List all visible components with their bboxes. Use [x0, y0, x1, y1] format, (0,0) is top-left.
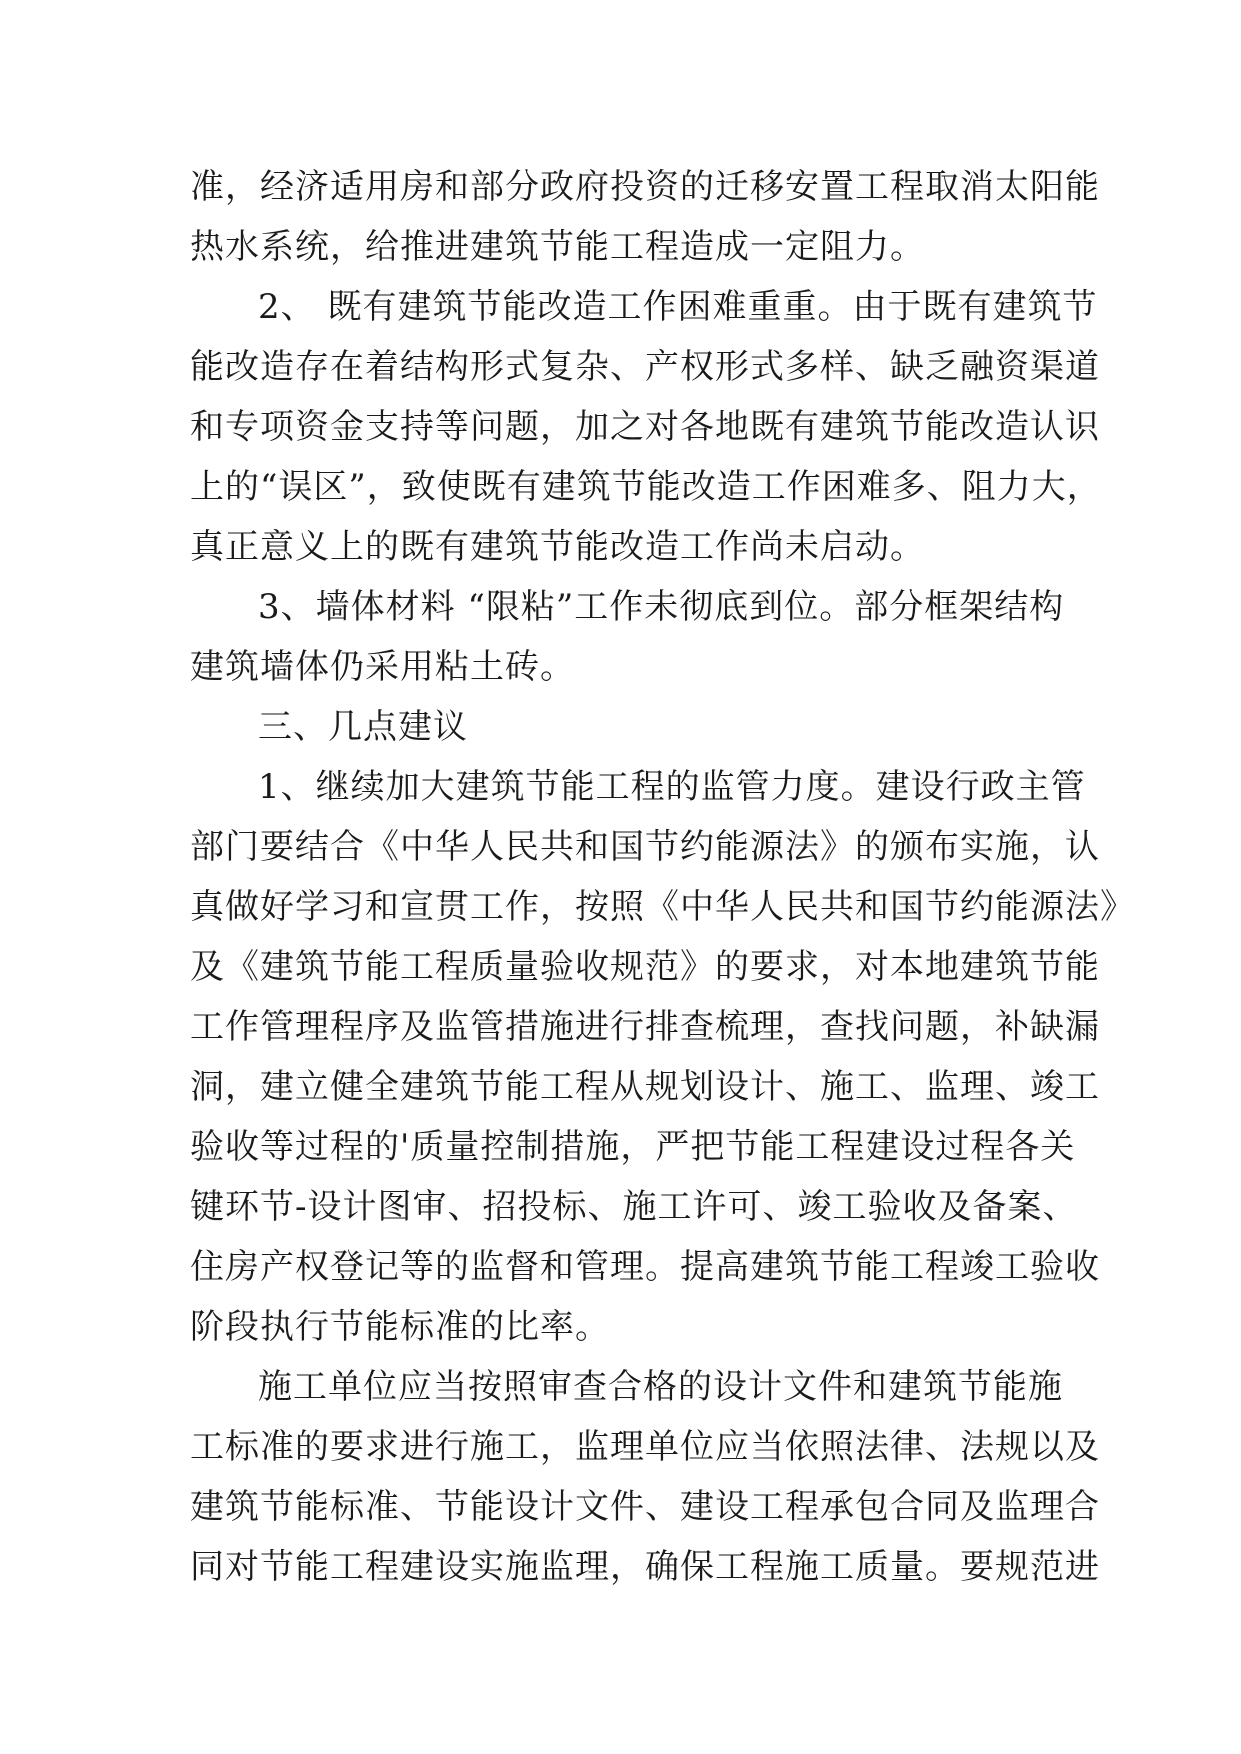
- text-line: 工作管理程序及监管措施进行排查梳理，查找问题，补缺漏: [190, 1007, 1100, 1047]
- paragraph-start-line: 1、继续加大建筑节能工程的监管力度。建设行政主管: [258, 767, 1086, 807]
- text-line: 工标准的要求进行施工，监理单位应当依照法律、法规以及: [190, 1427, 1100, 1467]
- text-line: 能改造存在着结构形式复杂、产权形式多样、缺乏融资渠道: [190, 347, 1100, 387]
- paragraph-start-line: 施工单位应当按照审查合格的设计文件和建筑节能施: [258, 1367, 1063, 1407]
- text-line: 建筑墙体仍采用粘土砖。: [190, 647, 575, 687]
- section-heading: 三、几点建议: [258, 707, 468, 747]
- text-line: 上的“误区”，致使既有建筑节能改造工作困难多、阻力大，: [190, 467, 1102, 507]
- text-line: 真做好学习和宣贯工作，按照《中华人民共和国节约能源法》: [190, 887, 1135, 927]
- text-line: 及《建筑节能工程质量验收规范》的要求，对本地建筑节能: [190, 947, 1100, 987]
- text-line: 准，经济适用房和部分政府投资的迁移安置工程取消太阳能: [190, 167, 1100, 207]
- paragraph-start-line: 3、墙体材料 “限粘”工作未彻底到位。部分框架结构: [258, 587, 1065, 627]
- text-line: 热水系统，给推进建筑节能工程造成一定阻力。: [190, 227, 925, 267]
- text-line: 真正意义上的既有建筑节能改造工作尚未启动。: [190, 527, 925, 567]
- text-line: 验收等过程的'质量控制措施，严把节能工程建设过程各关: [190, 1127, 1076, 1167]
- text-line: 同对节能工程建设实施监理，确保工程施工质量。要规范进: [190, 1547, 1100, 1587]
- text-line: 阶段执行节能标准的比率。: [190, 1307, 610, 1347]
- text-line: 键环节-设计图审、招投标、施工许可、竣工验收及备案、: [190, 1187, 1078, 1227]
- text-line: 部门要结合《中华人民共和国节约能源法》的颁布实施，认: [190, 827, 1100, 867]
- body-text: [190, 157, 1135, 1597]
- text-line: 和专项资金支持等问题，加之对各地既有建筑节能改造认识: [190, 407, 1100, 447]
- text-line: 洞，建立健全建筑节能工程从规划设计、施工、监理、竣工: [190, 1067, 1100, 1107]
- paragraph-start-line: 2、 既有建筑节能改造工作困难重重。由于既有建筑节: [258, 287, 1098, 327]
- text-line: 建筑节能标准、节能设计文件、建设工程承包合同及监理合: [190, 1487, 1100, 1527]
- text-line: 住房产权登记等的监督和管理。提高建筑节能工程竣工验收: [190, 1247, 1100, 1287]
